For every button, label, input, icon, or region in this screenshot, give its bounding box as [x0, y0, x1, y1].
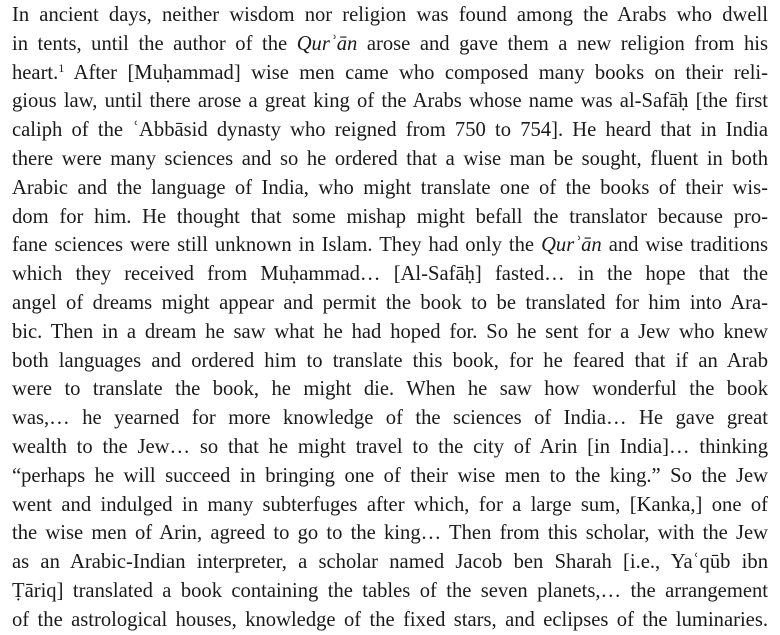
text-line: [12, 145, 768, 174]
text-segment: was,… he yearned for more knowledge of the sciences of India… He gave great: [12, 407, 768, 430]
text-segment: After [Muḥammad] wise men came who composed many books on their reli-: [64, 61, 768, 84]
text-segment: went and indulged in many subterfuges after which, for a large sum, [Kanka,] one of: [12, 493, 768, 516]
text-segment: Arabic and the language of India, who might translate one of the books of their wis-: [12, 176, 768, 199]
text-line: [12, 289, 768, 318]
text-segment: in tents, until the author of the: [12, 32, 297, 55]
text-segment: as an Arabic-Indian interpreter, a scholar named Jacob ben Sharah [i.e., Yaʿqūb ibn: [12, 551, 768, 574]
text-line: [12, 87, 768, 116]
text-line: [12, 231, 768, 260]
text-segment: “perhaps he will succeed in bringing one of their wise men to the king.” So the Jew: [12, 464, 768, 487]
text-line: [12, 59, 768, 88]
text-segment: and wise traditions: [601, 234, 768, 257]
text-segment: bic. Then in a dream he saw what he had hoped for. So he sent for a Jew who knew: [12, 320, 768, 343]
text-segment: dom for him. He thought that some mishap might befall the translator because pro-: [12, 205, 768, 228]
text-line: [12, 30, 768, 59]
text-segment: which they received from Muḥammad… [Al-Safāḥ] fasted… in the hope that the: [12, 263, 768, 286]
text-line: [12, 260, 768, 289]
text-line: [12, 203, 768, 232]
text-line: [12, 116, 768, 145]
text-segment: angel of dreams might appear and permit the book to be translated for him into Ara-: [12, 291, 768, 314]
text-segment: were to translate the book, he might die. When he saw how wonderful the book: [12, 378, 768, 401]
text-line: [12, 1, 768, 30]
text-line: [12, 491, 768, 520]
text-segment: In ancient days, neither wisdom nor religion was found among the Arabs who dwell: [12, 4, 768, 26]
text-segment: of the astrological houses, knowledge of the fixed stars, and eclipses of the luminaries.: [12, 608, 768, 631]
text-segment: gious law, until there arose a great king of the Arabs whose name was al-Safāḥ [the first: [12, 90, 768, 113]
text-line: [12, 375, 768, 404]
text-segment: Ṭāriq] translated a book containing the tables of the seven planets,… the arrangement: [12, 579, 768, 602]
text-line: [12, 462, 768, 491]
italic-title: Qurʾān: [541, 234, 602, 257]
text-segment: wealth to the Jew… so that he might travel to the city of Arin [in India]… thinking: [12, 435, 768, 458]
quoted-passage: [12, 1, 768, 635]
text-segment: the wise men of Arin, agreed to go to the king… Then from this scholar, with the Jew: [12, 522, 768, 545]
text-line: [12, 404, 768, 433]
italic-title: Qurʾān: [296, 32, 358, 55]
text-segment: heart.: [12, 61, 59, 84]
text-segment: caliph of the ʿAbbāsid dynasty who reigned from 750 to 754]. He heard that in India: [12, 119, 768, 142]
text-line: [12, 347, 768, 376]
text-line: [12, 174, 768, 203]
text-segment: both languages and ordered him to translate this book, for he feared that if an Arab: [12, 349, 768, 372]
text-line: [12, 433, 768, 462]
text-line: [12, 577, 768, 606]
text-segment: fane sciences were still unknown in Islam. They had only the: [12, 234, 542, 257]
footnote-marker: 1: [58, 60, 65, 75]
text-segment: arose and gave them a new religion from his: [357, 32, 768, 55]
text-line: [12, 548, 768, 577]
text-line: [12, 519, 768, 548]
text-line: [12, 606, 768, 635]
text-segment: there were many sciences and so he ordered that a wise man be sought, fluent in both: [12, 147, 768, 170]
text-line: [12, 318, 768, 347]
